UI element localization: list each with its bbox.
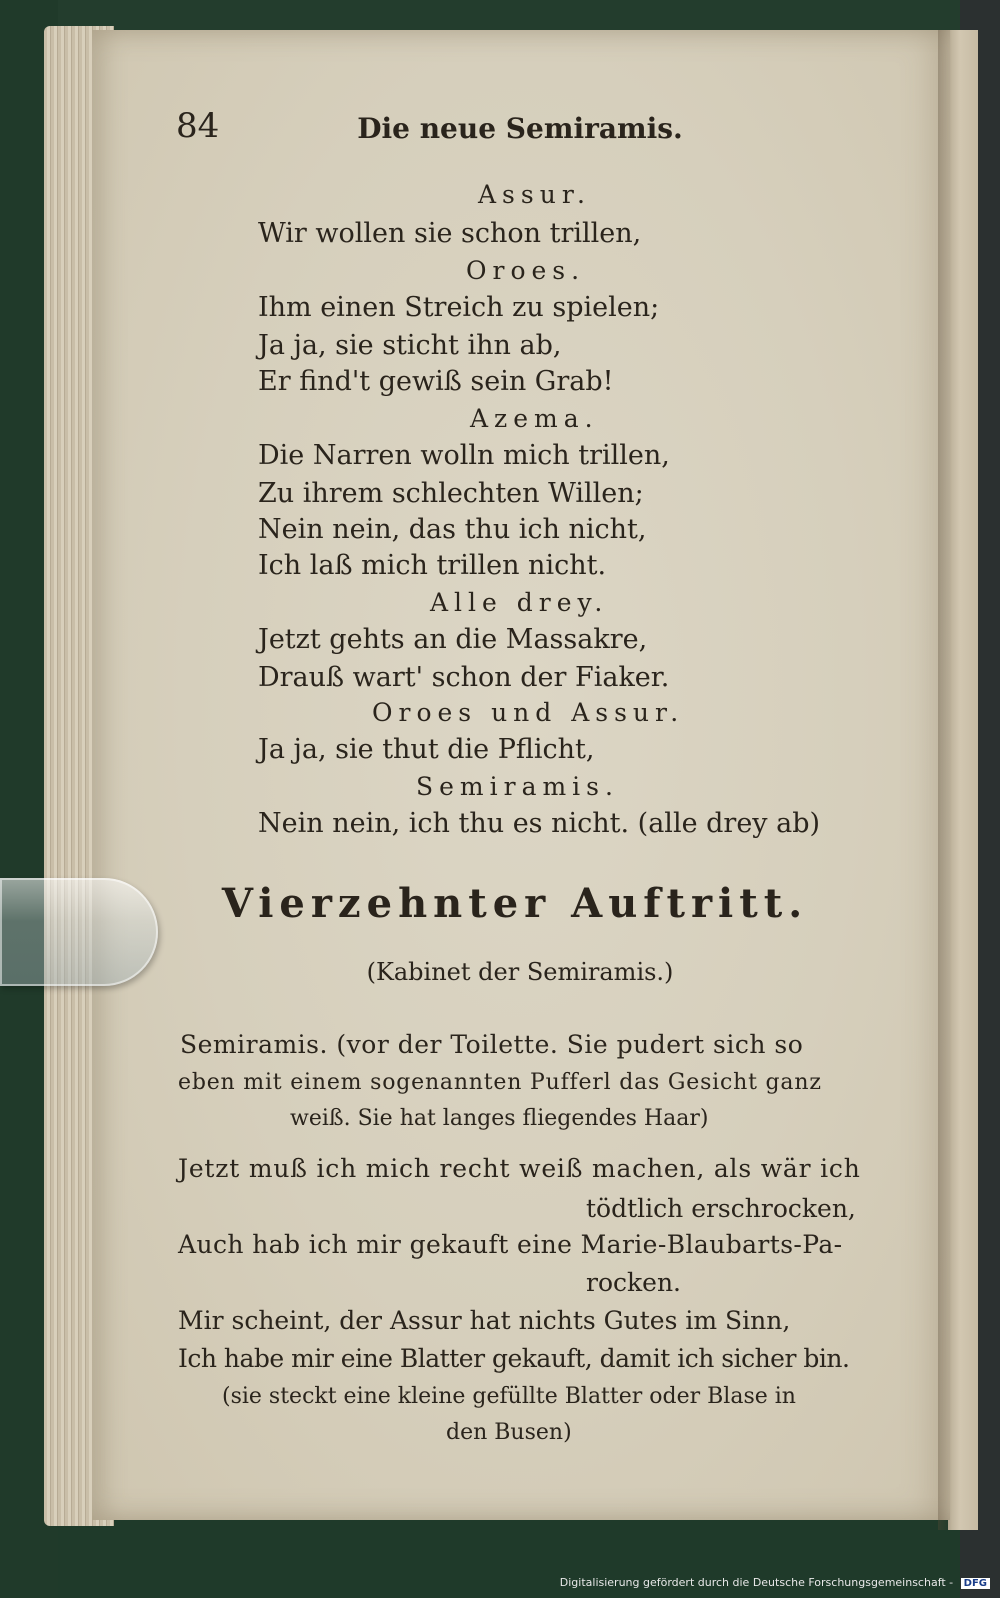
speaker-name: Oroes und Assur. (372, 698, 685, 727)
glass-page-clip (0, 878, 158, 986)
verse-line: Nein nein, ich thu es nicht. (alle drey ab) (258, 808, 821, 839)
speech-stage-direction: (sie steckt eine kleine gefüllte Blatter oder Blase in (222, 1384, 796, 1409)
verse-line: Ihm einen Streich zu spielen; (258, 292, 660, 323)
speech-line: rocken. (586, 1268, 681, 1297)
speaker-name: Oroes. (466, 256, 586, 285)
stage-direction-line: weiß. Sie hat langes fliegendes Haar) (290, 1106, 709, 1131)
stage-direction-line: eben mit einem sogenannten Pufferl das Gesicht ganz (178, 1070, 822, 1095)
verse-line: Ich laß mich trillen nicht. (258, 550, 607, 581)
page-gutter-shadow (938, 30, 952, 1530)
speech-line: Auch hab ich mir gekauft eine Marie-Blaubarts-Pa- (178, 1230, 843, 1259)
page-number: 84 (176, 106, 220, 146)
verse-line: Wir wollen sie schon trillen, (258, 218, 642, 249)
speaker-name: Azema. (470, 404, 599, 433)
speech-line: Jetzt muß ich mich recht weiß machen, als wär ich (178, 1154, 861, 1183)
speech-line: tödtlich erschrocken, (586, 1194, 856, 1223)
speaker-name: Assur. (478, 180, 591, 209)
scene-setting: (Kabinet der Semiramis.) (366, 958, 674, 986)
facing-page-edge (948, 30, 978, 1530)
footer-credit (560, 1576, 990, 1589)
stage-direction-line: Semiramis. (vor der Toilette. Sie pudert sich so (180, 1030, 804, 1059)
speech-line: Ich habe mir eine Blatter gekauft, damit ich sicher bin. (178, 1344, 850, 1373)
speech-line: Mir scheint, der Assur hat nichts Gutes im Sinn, (178, 1306, 791, 1335)
verse-line: Nein nein, das thu ich nicht, (258, 514, 647, 545)
speaker-name: Semiramis. (416, 772, 619, 801)
verse-line: Zu ihrem schlechten Willen; (258, 478, 644, 509)
verse-line: Jetzt gehts an die Massakre, (258, 624, 648, 655)
verse-line: Die Narren wolln mich trillen, (258, 440, 670, 471)
verse-line: Ja ja, sie sticht ihn ab, (258, 330, 562, 361)
verse-line: Drauß wart' schon der Fiaker. (258, 662, 670, 693)
speech-stage-direction: den Busen) (446, 1420, 572, 1445)
scene-heading: Vierzehnter Auftritt. (221, 880, 809, 927)
running-title: Die neue Semiramis. (357, 112, 683, 145)
dfg-logo: DFG (961, 1578, 990, 1589)
speaker-name: Alle drey. (430, 588, 609, 617)
verse-line: Er find't gewiß sein Grab! (258, 366, 614, 397)
footer-credit-text: Digitalisierung gefördert durch die Deutsche Forschungsgemeinschaft - (559, 1576, 954, 1589)
verse-line: Ja ja, sie thut die Pflicht, (258, 734, 595, 765)
